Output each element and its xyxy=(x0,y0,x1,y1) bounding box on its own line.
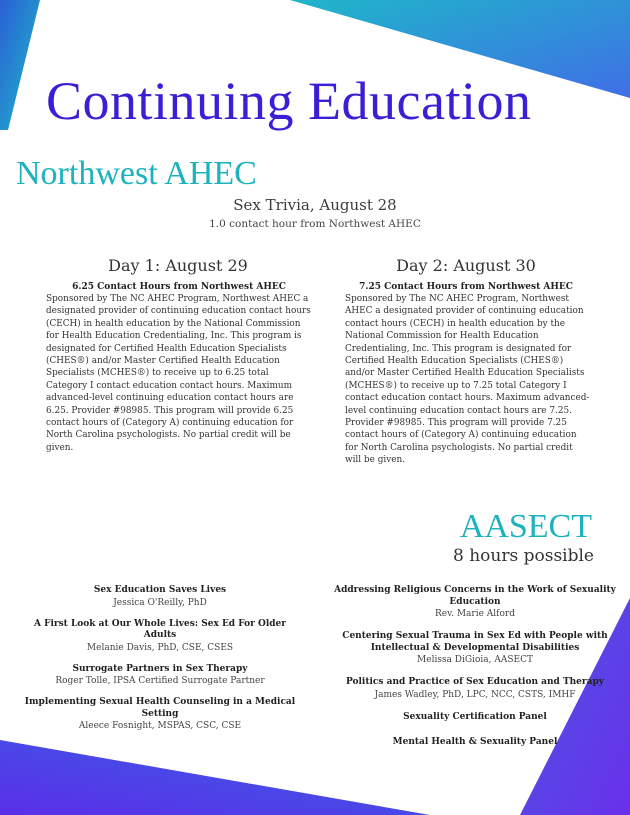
session-item xyxy=(330,737,620,749)
session-item xyxy=(330,677,620,701)
page-title: Continuing Education xyxy=(46,71,532,131)
day2-heading: Day 2: August 30 xyxy=(396,256,536,275)
session-presenter: James Wadley, PhD, LPC, NCC, CSTS, IMHF xyxy=(374,689,576,700)
session-title: Implementing Sexual Health Counseling in a Medical Setting xyxy=(24,697,296,719)
day1-credit-title: 6.25 Contact Hours from Northwest AHEC xyxy=(72,282,286,292)
sex-trivia-hours: 1.0 contact hour from Northwest AHEC xyxy=(209,218,421,230)
day2-credit-title: 7.25 Contact Hours from Northwest AHEC xyxy=(359,282,573,292)
session-title: Addressing Religious Concerns in the Work of Sexuality Education xyxy=(334,585,616,607)
session-presenter: Aleece Fosnight, MSPAS, CSC, CSE xyxy=(78,721,242,731)
session-presenter: Rev. Marie Alford xyxy=(435,609,515,619)
top-left-triangle xyxy=(0,0,40,130)
day1-heading: Day 1: August 29 xyxy=(108,256,248,275)
session-title: Politics and Practice of Sex Education and Therapy xyxy=(345,677,605,687)
session-item xyxy=(330,631,620,666)
aasect-heading: AASECT xyxy=(459,508,592,545)
panel-title: Sexuality Certification Panel xyxy=(403,711,547,722)
session-title: Sex Education Saves Lives xyxy=(93,585,227,595)
session-title: Centering Sexual Trauma in Sex Ed with People with Intellectual & Developmental Disabilities xyxy=(342,631,608,653)
session-item xyxy=(20,664,300,688)
day1-credit-body: Sponsored by The NC AHEC Program, Northwest AHEC a designated provider of continuing education contact hours (CECH) in health education by the National Commission for Health Education Credentialing, Inc. This program is designated for Certified Health Education Specialists (CHES®) and/or Master Certified Health Education Specialists (MCHES®) to receive up to 6.25 total Category I contact education contact hours. Maximum advanced-level continuing education contact hours are 6.25. Provider #98985. This program will provide 6.25 contact hours of (Category A) continuing education for North Carolina psychologists. No partial credit will be given. xyxy=(46,294,311,453)
session-title: A First Look at Our Whole Lives: Sex Ed For Older Adults xyxy=(33,618,287,640)
day2-credit-body: Sponsored by The NC AHEC Program, Northwest AHEC a designated provider of continuing education contact hours (CECH) in health education by the National Commission for Health Education Credentialing, Inc. This program is designated for Certified Health Education Specialists (CHES®) and/or Master Certified Health Education Specialists (MCHES®) to receive up to 7.25 total Category I contact education contact hours. Maximum advanced-level continuing education contact hours are 7.25. Provider #98985. This program will provide 7.25 contact hours of (Category A) continuing education for North Carolina psychologists. No partial credit will be given. xyxy=(345,294,590,466)
session-presenter: Jessica O'Reilly, PhD xyxy=(113,597,207,608)
session-item xyxy=(330,585,620,620)
session-item xyxy=(20,585,300,609)
session-item xyxy=(330,712,620,724)
aasect-right-sessions xyxy=(330,585,620,763)
sex-trivia-title: Sex Trivia, August 28 xyxy=(233,196,397,214)
panel-title: Mental Health & Sexuality Panel xyxy=(392,737,558,747)
aasect-hours-subtitle: 8 hours possible xyxy=(453,546,594,566)
session-title: Surrogate Partners in Sex Therapy xyxy=(72,663,248,674)
session-presenter: Roger Tolle, IPSA Certified Surrogate Partner xyxy=(55,676,265,686)
session-presenter: Melanie Davis, PhD, CSE, CSES xyxy=(86,642,234,653)
session-item xyxy=(20,619,300,654)
session-presenter: Melissa DiGioia, AASECT xyxy=(417,655,533,665)
northwest-ahec-heading: Northwest AHEC xyxy=(16,155,257,192)
aasect-left-sessions xyxy=(20,585,300,742)
session-item xyxy=(20,697,300,732)
